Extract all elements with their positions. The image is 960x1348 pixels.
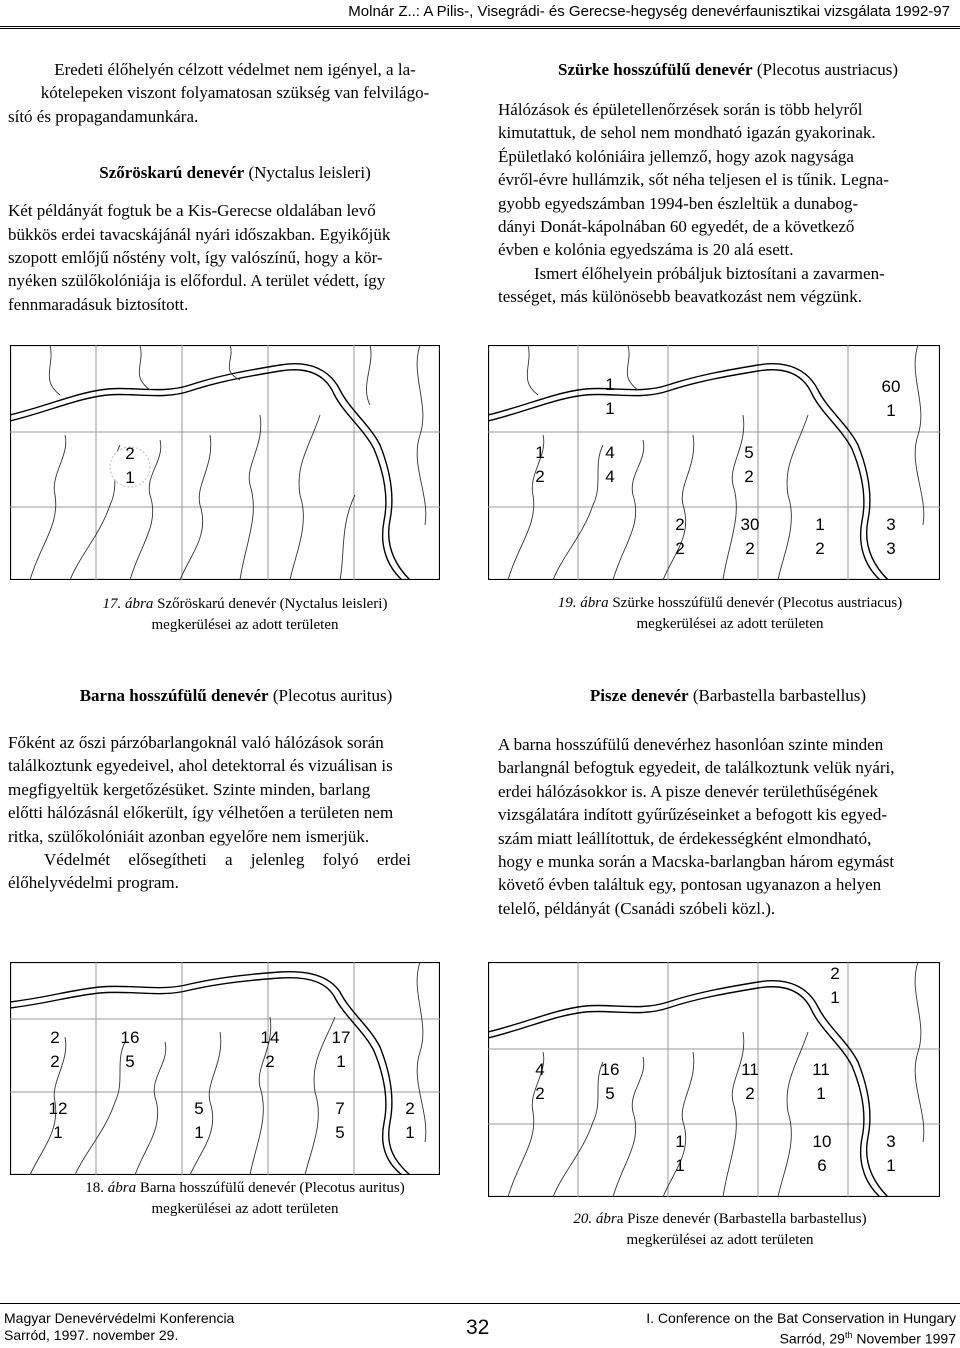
label-top: 1 <box>675 1132 685 1151</box>
fig20-top-label <box>810 962 860 1032</box>
label-top: 2 <box>125 444 135 463</box>
species-latin: (Barbastella barbastellus) <box>692 686 867 705</box>
label-top: 1 <box>605 375 615 394</box>
label-bottom: 2 <box>744 467 754 486</box>
fig-text: Pisze denevér (Barbastella barbastellus) <box>627 1211 867 1227</box>
label-bottom: 2 <box>535 1084 545 1103</box>
locality-label <box>812 1060 830 1103</box>
label-bottom: 6 <box>817 1156 827 1175</box>
label-bottom: 1 <box>53 1123 63 1142</box>
label-top: 5 <box>744 443 754 462</box>
fig-text: Szőröskarú denevér (Nyctalus leisleri) <box>157 596 388 612</box>
footer-right <box>646 1310 956 1348</box>
fig-text-line2: megkerülései az adott területen <box>626 1232 814 1248</box>
species-latin: (Plecotus auritus) <box>272 686 393 705</box>
label-bottom: 1 <box>886 401 896 420</box>
label-bottom: 2 <box>535 467 545 486</box>
left-top-column <box>8 58 462 316</box>
locality-label <box>886 515 895 558</box>
fig-word: ábra <box>580 595 609 611</box>
fig-word: ábr <box>595 1211 617 1227</box>
species-latin: (Plecotus austriacus) <box>756 60 898 79</box>
label-top: 2 <box>675 515 685 534</box>
topographic-grid-map <box>488 345 940 580</box>
label-top: 2 <box>50 1028 60 1047</box>
label-top: 16 <box>120 1028 140 1047</box>
text-line: barlangnál befogtuk egyedeit, de találkoztunk velük nyári, <box>498 758 895 778</box>
label-bottom: 1 <box>405 1123 415 1142</box>
text-line: Eredeti élőhelyén célzott védelmet nem igényel, a la- <box>54 60 416 79</box>
right-top-column <box>498 58 958 309</box>
map-fig17 <box>10 345 440 580</box>
text-line: ritka, szülőkolóniáit azonban egyelőre nem ismerjük. <box>8 826 370 846</box>
locality-label <box>49 1099 68 1142</box>
label-top: 10 <box>812 1132 832 1151</box>
fig-text-line2: megkerülései az adott területen <box>151 617 339 633</box>
text-line: dányi Donát-kápolnában 60 egyedét, de a következő <box>498 217 855 237</box>
label-top: 2 <box>405 1099 415 1118</box>
label-top: 4 <box>605 443 615 462</box>
conference-name-en: I. Conference on the Bat Conservation in Hungary <box>646 1310 956 1326</box>
fig-number: 20. <box>573 1211 593 1227</box>
text-line: megfigyeltük kergetőzésüket. Szinte minden, barlang <box>8 779 371 799</box>
text-line: Főként az őszi párzóbarlangoknál való hálózások során <box>8 733 384 752</box>
text-line: gyobb egyedszámban 1994-ben észleltük a dunabog- <box>498 193 859 213</box>
caption-fig18 <box>40 1178 450 1220</box>
conference-date: Sarród, 1997. november 29. <box>4 1327 179 1343</box>
label-bottom: 2 <box>50 1052 60 1071</box>
text-line: Épületlakó kolóniáira jellemző, hogy azok nagysága <box>498 146 854 166</box>
label-bottom: 5 <box>335 1123 345 1142</box>
text-line: sító és propagandamunkára. <box>8 106 199 126</box>
species-heading-plecotus-auritus <box>8 684 464 707</box>
locality-label <box>882 377 901 420</box>
text-line: erdei hálózásokkor is. A pisze denevér területhűségének <box>498 781 879 801</box>
text-line: kimutattuk, de sehol nem mondható igazán gyakorinak. <box>498 123 876 143</box>
text-line: szopott emlőjű nőstény volt, így valószínű, hogy a kör- <box>8 248 383 268</box>
locality-label <box>110 444 150 487</box>
conference-date-en: Sarród, 29th November 1997 <box>779 1330 956 1347</box>
text-line: Hálózások és épületellenőrzések során is több helyről <box>498 100 863 119</box>
label-top: 11 <box>741 1060 759 1079</box>
species-name: Pisze denevér <box>589 686 689 705</box>
text-line: Két példányát fogtuk be a Kis-Gerecse oldalában levő <box>8 201 376 221</box>
label-bottom: 1 <box>605 399 615 418</box>
label-bottom: 1 <box>886 1156 896 1175</box>
fig-text-line2: megkerülései az adott területen <box>636 616 824 632</box>
text-line: nyéken szülőkolóniája is előfordul. A terület védett, így <box>8 271 386 291</box>
label-bottom: 4 <box>605 467 615 486</box>
label-bottom: 1 <box>830 988 840 1007</box>
label-top: 1 <box>535 443 545 462</box>
label-bottom: 2 <box>265 1052 275 1071</box>
label-top: 4 <box>535 1060 545 1079</box>
fig-number: 19. <box>557 595 577 611</box>
label-top: 1 <box>815 515 825 534</box>
locality-label <box>335 1099 344 1142</box>
fig-number: 17. <box>102 596 122 612</box>
text-line: bükkös erdei tavacskájánál nyári időszakban. Egyikőjük <box>8 224 391 244</box>
species-latin: (Nyctalus leisleri) <box>248 163 371 183</box>
caption-fig20 <box>510 1209 930 1251</box>
map-fig19 <box>488 345 940 580</box>
locality-label <box>605 443 614 486</box>
label-top: 12 <box>48 1099 68 1118</box>
label-bottom: 5 <box>125 1052 135 1071</box>
label-bottom: 1 <box>675 1156 685 1175</box>
footer-rule <box>0 1303 960 1304</box>
label-top: 3 <box>886 515 896 534</box>
label-top: 7 <box>335 1099 345 1118</box>
species-name: Barna hosszúfülű denevér <box>79 686 269 705</box>
label-top: 30 <box>740 515 760 534</box>
label-bottom: 1 <box>194 1123 204 1142</box>
map-fig18 <box>10 962 440 1175</box>
running-header: Molnár Z..: A Pilis-, Visegrádi- és Gerecse-hegység denevérfaunisztikai vizsgálata 1992-97 <box>348 3 950 20</box>
locality-label <box>194 1099 203 1142</box>
conference-name: Magyar Denevérvédelmi Konferencia <box>4 1310 235 1326</box>
locality-label <box>744 443 753 486</box>
fig-text: Szürke hosszúfülű denevér (Plecotus austriacus) <box>612 595 903 611</box>
species-heading-barbastella <box>498 684 958 707</box>
caption-fig19 <box>490 593 960 635</box>
text-line: találkoztunk egyedeivel, ahol detektorral és vizuálisan is <box>8 756 393 776</box>
label-top: 5 <box>194 1099 204 1118</box>
caption-fig17 <box>60 594 430 636</box>
intro-paragraph <box>8 58 462 128</box>
plecotus-auritus-paragraph <box>8 731 464 895</box>
species-heading-nyctalus <box>8 161 462 184</box>
label-top: 14 <box>260 1028 280 1047</box>
topographic-grid-map <box>10 962 440 1175</box>
species-heading-plecotus-austriacus <box>498 58 958 81</box>
locality-label <box>535 443 544 486</box>
label-top: 2 <box>830 964 840 983</box>
text-line: tességet, más különösebb beavatkozást nem végzünk. <box>498 287 862 307</box>
text-line: Ismert élőhelyein próbáljuk biztosítani a zavarmen- <box>534 263 885 283</box>
footer-left <box>4 1310 234 1344</box>
plecotus-austriacus-paragraph <box>498 98 958 309</box>
label-bottom: 2 <box>815 539 825 558</box>
locality-label <box>741 515 760 558</box>
label-bottom: 2 <box>745 1084 755 1103</box>
locality-label <box>405 1099 414 1142</box>
fig-text: Barna hosszúfülű denevér (Plecotus auritus) <box>139 1180 405 1196</box>
locality-label <box>332 1028 351 1071</box>
label-bottom: 2 <box>745 539 755 558</box>
locality-label <box>815 515 824 558</box>
label-top: 11 <box>812 1060 830 1079</box>
fig-word: ábra <box>107 1180 137 1196</box>
locality-label <box>886 1132 895 1175</box>
species-name: Szőröskarú denevér <box>99 163 245 183</box>
text-line: telelő, példányát (Csanádi szóbeli közl.). <box>498 898 776 918</box>
text-line: hogy e munka során a Macska-barlangban három egymást <box>498 852 895 872</box>
text-line: vizsgálatára indított gyűrűzéseinket a befogott kis egyed- <box>498 805 887 825</box>
text-line: szám miatt leállítottuk, de érdekességként elmondható, <box>498 828 872 848</box>
nyctalus-paragraph <box>8 199 462 316</box>
label-bottom: 2 <box>675 539 685 558</box>
label-bottom: 1 <box>336 1052 346 1071</box>
topographic-grid-map <box>10 345 440 580</box>
label-top: 3 <box>886 1132 896 1151</box>
page-number: 32 <box>466 1316 490 1339</box>
label-bottom: 5 <box>605 1084 615 1103</box>
label-top: 17 <box>331 1028 351 1047</box>
text-line: élőhelyvédelmi program. <box>8 873 179 893</box>
species-name: Szürke hosszúfülű denevér <box>558 60 753 79</box>
left-bottom-column <box>8 684 464 895</box>
label-bottom: 1 <box>816 1084 826 1103</box>
locality-label <box>741 1060 759 1103</box>
text-line: fennmaradásuk biztosított. <box>8 294 189 314</box>
text-line: évben e kolónia egyedszáma is 20 alá esett. <box>498 240 794 260</box>
locality-label <box>535 1060 544 1103</box>
text-line: A barna hosszúfülű denevérhez hasonlóan szinte minden <box>498 735 884 754</box>
locality-label <box>813 1132 832 1175</box>
right-bottom-column <box>498 684 958 920</box>
fig-text-line2: megkerülései az adott területen <box>151 1201 339 1217</box>
topographic-grid-map <box>488 962 940 1197</box>
text-line: előtti hálózásnál előkerült, így vélhetően a területen nem <box>8 803 394 823</box>
locality-label <box>121 1028 140 1071</box>
locality-label <box>605 375 614 418</box>
header-rule <box>0 26 960 29</box>
text-line: kótelepeken viszont folyamatosan szükség van felvilágo- <box>40 83 430 103</box>
locality-label <box>601 1060 620 1103</box>
barbastella-paragraph <box>498 733 958 920</box>
label-bottom: 3 <box>886 539 896 558</box>
fig-number: 18. <box>85 1180 104 1196</box>
text-line: Védelmét elősegítheti a jelenleg folyó erdei <box>44 850 411 870</box>
label-top: 16 <box>600 1060 620 1079</box>
fig-word: ábra <box>125 596 154 612</box>
label-bottom: 1 <box>125 468 135 487</box>
text-line: évről-évre hullámzik, sőt néha teljesen el is tűnik. Legna- <box>498 170 889 190</box>
locality-label <box>50 1028 59 1071</box>
label-top: 60 <box>881 377 901 396</box>
fig-word-suffix: a <box>616 1211 624 1227</box>
text-line: követő évben találtuk egy, pontosan ugyanazon a helyen <box>498 875 882 895</box>
locality-label <box>261 1028 280 1071</box>
map-fig20 <box>488 962 940 1197</box>
